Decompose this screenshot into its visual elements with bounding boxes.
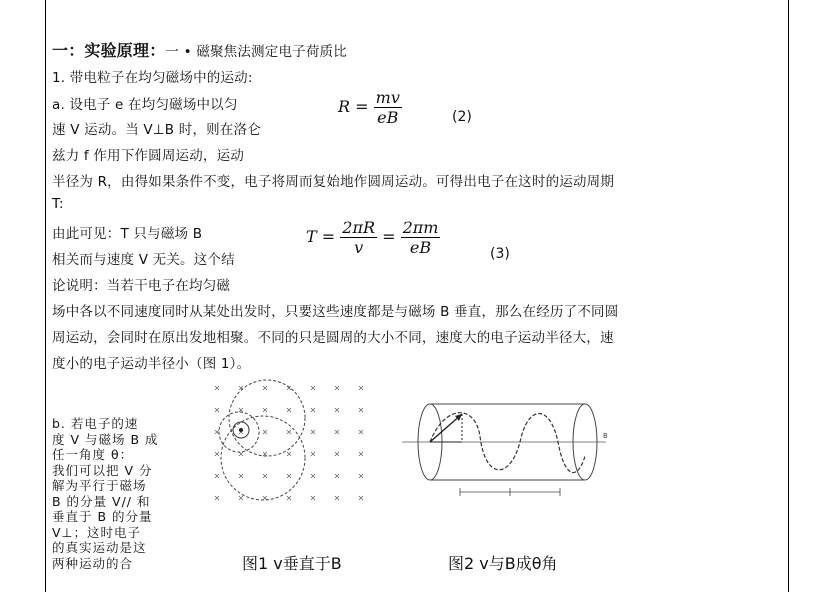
field-cross [263, 386, 267, 390]
field-cross [359, 386, 363, 390]
field-cross [263, 474, 267, 478]
field-cross [359, 430, 363, 434]
paragraph-b [52, 416, 192, 571]
field-cross [215, 452, 219, 456]
text-line: 速 V 运动。当 V⊥B 时，则在洛仑 [52, 122, 261, 138]
figure-2-caption: 图2 v与B成θ角 [448, 554, 558, 573]
field-cross [335, 386, 339, 390]
field-cross [359, 496, 363, 500]
text-line: a. 设电子 e 在均匀磁场中以匀 [52, 97, 238, 113]
field-cross [215, 474, 219, 478]
field-cross [311, 496, 315, 500]
field-cross [335, 430, 339, 434]
fraction [374, 88, 402, 127]
figure-1-diagram [205, 378, 365, 513]
fraction [401, 218, 441, 257]
denominator: eB [409, 238, 432, 257]
text-line: b. 若电子的速 [52, 416, 139, 431]
field-cross [263, 430, 267, 434]
heading-title: 一：实验原理： [52, 41, 166, 60]
numerator: 2πm [402, 218, 439, 237]
field-cross [311, 386, 315, 390]
field-cross [359, 408, 363, 412]
formula-lhs: T = [306, 227, 336, 246]
field-cross [215, 496, 219, 500]
field-cross [215, 386, 219, 390]
formula-period [306, 218, 440, 257]
formula-lhs: R = [338, 97, 369, 116]
field-cross [335, 474, 339, 478]
field-cross [287, 474, 291, 478]
field-cross [239, 496, 243, 500]
field-cross [287, 452, 291, 456]
text-line: V⊥；这时电子 [52, 524, 141, 540]
field-cross [359, 452, 363, 456]
field-cross [239, 408, 243, 412]
field-cross [287, 408, 291, 412]
numerator: 2πR [342, 218, 376, 237]
field-cross [239, 474, 243, 478]
equation-number: (3) [490, 246, 510, 262]
figure-1-caption: 图1 v垂直于B [242, 554, 342, 573]
field-cross [263, 452, 267, 456]
text-line: B 的分量 V// 和 [52, 493, 151, 509]
text-line: 两种运动的合 [52, 555, 134, 571]
field-cross [215, 430, 219, 434]
field-cross [287, 496, 291, 500]
field-cross [239, 452, 243, 456]
figure-2-diagram [400, 396, 615, 506]
field-cross [215, 408, 219, 412]
fraction [340, 218, 377, 257]
field-cross [311, 452, 315, 456]
heading-subtitle: 一 • 磁聚焦法测定电子荷质比 [165, 44, 347, 60]
section-heading [52, 38, 347, 61]
text-line: 论说明：当若干电子在均匀磁 [52, 278, 231, 294]
field-cross [335, 408, 339, 412]
field-cross [335, 496, 339, 500]
equals-sign: = [382, 227, 396, 246]
text-line: 度小的电子运动半径小（图 1）。 [52, 356, 251, 372]
field-cross [311, 430, 315, 434]
axis-label: B [603, 432, 608, 440]
text-line: 1. 带电粒子在均匀磁场中的运动: [52, 70, 253, 86]
text-line: 任一角度 θ： [52, 447, 134, 462]
text-line: 我们可以把 V 分 [52, 462, 153, 478]
numerator: mv [375, 88, 400, 107]
text-line: T: [52, 196, 64, 212]
denominator: eB [377, 108, 399, 127]
field-cross [359, 474, 363, 478]
text-line: 相关而与速度 V 无关。这个结 [52, 252, 235, 268]
field-cross [287, 430, 291, 434]
formula-radius [338, 88, 402, 127]
equation-number: (2) [452, 109, 472, 125]
field-cross [311, 408, 315, 412]
field-cross [335, 452, 339, 456]
field-cross [263, 408, 267, 412]
text-line: 的真实运动是这 [52, 540, 147, 555]
field-cross [311, 474, 315, 478]
text-line: 场中各以不同速度同时从某处出发时，只要这些速度都是与磁场 B 垂直，那么在经历了不同圆 [52, 304, 619, 320]
text-line: 度 V 与磁场 B 成 [52, 431, 159, 447]
text-line: 由此可见：T 只与磁场 B [52, 226, 203, 242]
text-line: 垂直于 B 的分量 [52, 509, 153, 524]
text-line: 兹力 f 作用下作圆周运动，运动 [52, 148, 245, 164]
denominator: v [354, 238, 364, 257]
text-line: 周运动，会同时在原出发地相聚。不同的只是圆周的大小不同，速度大的电子运动半径大，速 [52, 330, 614, 346]
text-line: 解为平行于磁场 [52, 478, 147, 493]
text-line: 半径为 R，由得如果条件不变，电子将周而复始地作圆周运动。可得出电子在这时的运动周期 [52, 174, 615, 190]
